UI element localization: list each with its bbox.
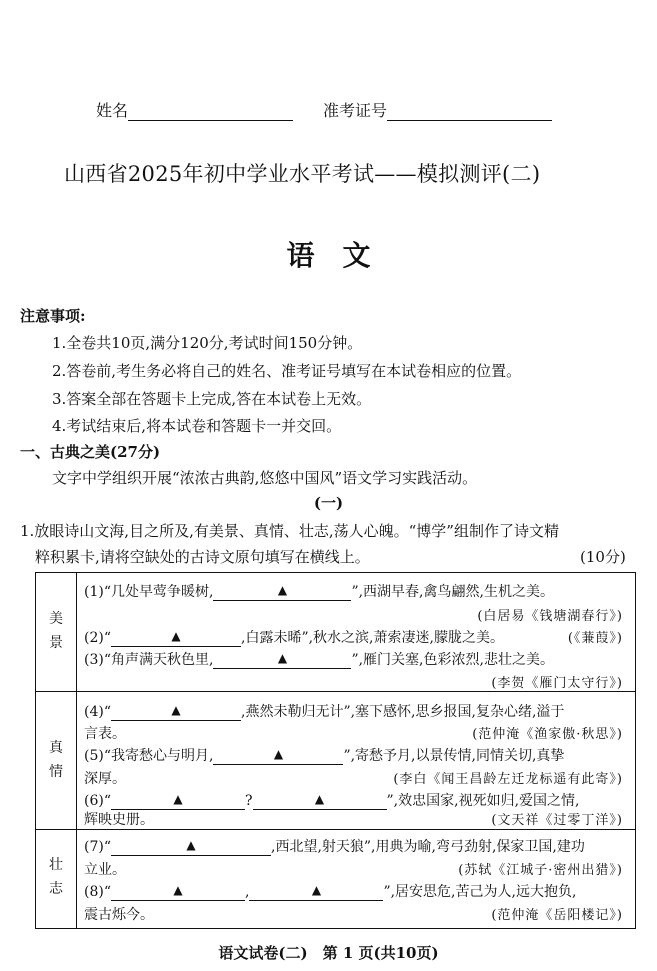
id-field <box>323 98 552 121</box>
triangle-marker-icon: ▲ <box>314 792 325 806</box>
note-item: 1.全卷共10页,满分120分,考试时间150分钟。 <box>52 334 363 352</box>
answer-blank <box>249 884 383 901</box>
question-line: 1.放眼诗山文海,目之所及,有美景、真情、壮志,荡人心魄。“博学”组制作了诗文精 <box>20 522 559 540</box>
category-char: 美 <box>49 611 63 627</box>
triangle-marker-icon: ▲ <box>311 883 322 897</box>
poem-line-8: (8)“ ▲ , ▲ ”,居安思危,苦己为人,远大抱负, <box>84 883 577 900</box>
category-char: 景 <box>49 635 63 651</box>
answer-blank <box>111 630 241 647</box>
poem-line-6: (6)“ ▲ ? ▲ ”,效忠国家,视死如归,爱国之情, <box>84 792 580 809</box>
source-citation: (范仲淹《岳阳楼记》) <box>491 908 623 923</box>
category-char: 志 <box>49 881 63 897</box>
answer-blank <box>111 839 271 856</box>
answer-blank <box>111 704 241 721</box>
poem-line-cont: 深厚。 <box>84 771 126 787</box>
answer-blank <box>213 584 351 601</box>
name-blank <box>128 104 293 121</box>
answer-blank <box>213 652 351 669</box>
triangle-marker-icon: ▲ <box>186 838 196 852</box>
source-citation: (李白《闻王昌龄左迁龙标遥有此寄》) <box>393 772 623 787</box>
triangle-marker-icon: ▲ <box>171 703 181 717</box>
page-footer: 语文试卷(二) 第 1 页(共10页) <box>218 944 439 962</box>
notes-heading: 注意事项: <box>20 307 86 325</box>
triangle-marker-icon: ▲ <box>171 629 181 643</box>
question-score: (10分) <box>580 548 626 566</box>
triangle-marker-icon: ▲ <box>173 883 183 897</box>
poem-line-cont: 立业。 <box>84 862 126 878</box>
triangle-marker-icon: ▲ <box>273 747 284 761</box>
poem-line-2: (2)“ ▲ ,白露未晞”,秋水之滨,萧索凄迷,朦胧之美。 <box>84 629 504 646</box>
source-citation: (李贺《雁门太守行》) <box>491 676 623 691</box>
source-citation: (范仲淹《渔家傲·秋思》) <box>472 727 623 742</box>
triangle-marker-icon: ▲ <box>173 792 183 806</box>
name-field <box>96 98 293 121</box>
answer-blank <box>111 884 245 901</box>
category-char: 壮 <box>49 857 63 873</box>
id-blank <box>387 104 552 121</box>
answer-blank <box>253 793 387 810</box>
source-citation: (《蒹葭》) <box>567 631 623 646</box>
card-divider <box>36 691 635 692</box>
poem-line-cont: 辉映史册。 <box>84 812 154 828</box>
triangle-marker-icon: ▲ <box>277 651 288 665</box>
card-divider-vertical <box>76 573 77 928</box>
note-item: 2.答卷前,考生务必将自己的姓名、准考证号填写在本试卷相应的位置。 <box>52 362 522 380</box>
category-label-ambition <box>36 853 76 901</box>
poem-line-cont: 言表。 <box>84 726 126 742</box>
category-char: 情 <box>49 764 63 780</box>
poem-line-5: (5)“我寄愁心与明月, ▲ ”,寄愁予月,以景传情,同情关切,真挚 <box>84 747 565 764</box>
section-title: 一、古典之美(27分) <box>20 443 161 461</box>
triangle-marker-icon: ▲ <box>277 583 288 597</box>
poem-line-1: (1)“几处早莺争暖树, ▲ ”,西湖早春,禽鸟翩然,生机之美。 <box>84 583 554 600</box>
note-item: 4.考试结束后,将本试卷和答题卡一并交回。 <box>52 417 342 435</box>
note-item: 3.答案全部在答题卡上完成,答在本试卷上无效。 <box>52 390 372 408</box>
category-label-emotion <box>36 736 76 784</box>
poem-line-4: (4)“ ▲ ,燕然未勒归无计”,塞下感怀,思乡报国,复杂心绪,溢于 <box>84 703 565 720</box>
name-label: 姓名 <box>96 101 129 120</box>
question-line: 粹积累卡,请将空缺处的古诗文原句填写在横线上。 <box>35 548 370 566</box>
id-label: 准考证号 <box>323 101 388 120</box>
source-citation: (苏轼《江城子·密州出猎》) <box>458 863 623 878</box>
category-char: 真 <box>49 740 63 756</box>
card-divider <box>36 829 635 830</box>
poem-line-7: (7)“ ▲ ,西北望,射天狼”,用典为喻,弯弓劲射,保家卫国,建功 <box>84 838 585 855</box>
source-citation: (文天祥《过零丁洋》) <box>491 813 623 828</box>
part-label: (一) <box>313 494 344 512</box>
answer-blank <box>213 748 343 765</box>
poem-line-3: (3)“角声满天秋色里, ▲ ”,雁门关塞,色彩浓烈,悲壮之美。 <box>84 651 554 668</box>
source-citation: (白居易《钱塘湖春行》) <box>477 609 623 624</box>
answer-blank <box>111 793 245 810</box>
poem-line-cont: 震古烁今。 <box>84 907 154 923</box>
category-label-scenery <box>36 607 76 655</box>
exam-title: 山西省2025年初中学业水平考试——模拟测评(二) <box>64 162 541 186</box>
subject-title: 语 文 <box>286 239 371 272</box>
answer-card <box>35 572 636 929</box>
section-intro: 文字中学组织开展“浓浓古典韵,悠悠中国风”语文学习实践活动。 <box>52 469 478 487</box>
